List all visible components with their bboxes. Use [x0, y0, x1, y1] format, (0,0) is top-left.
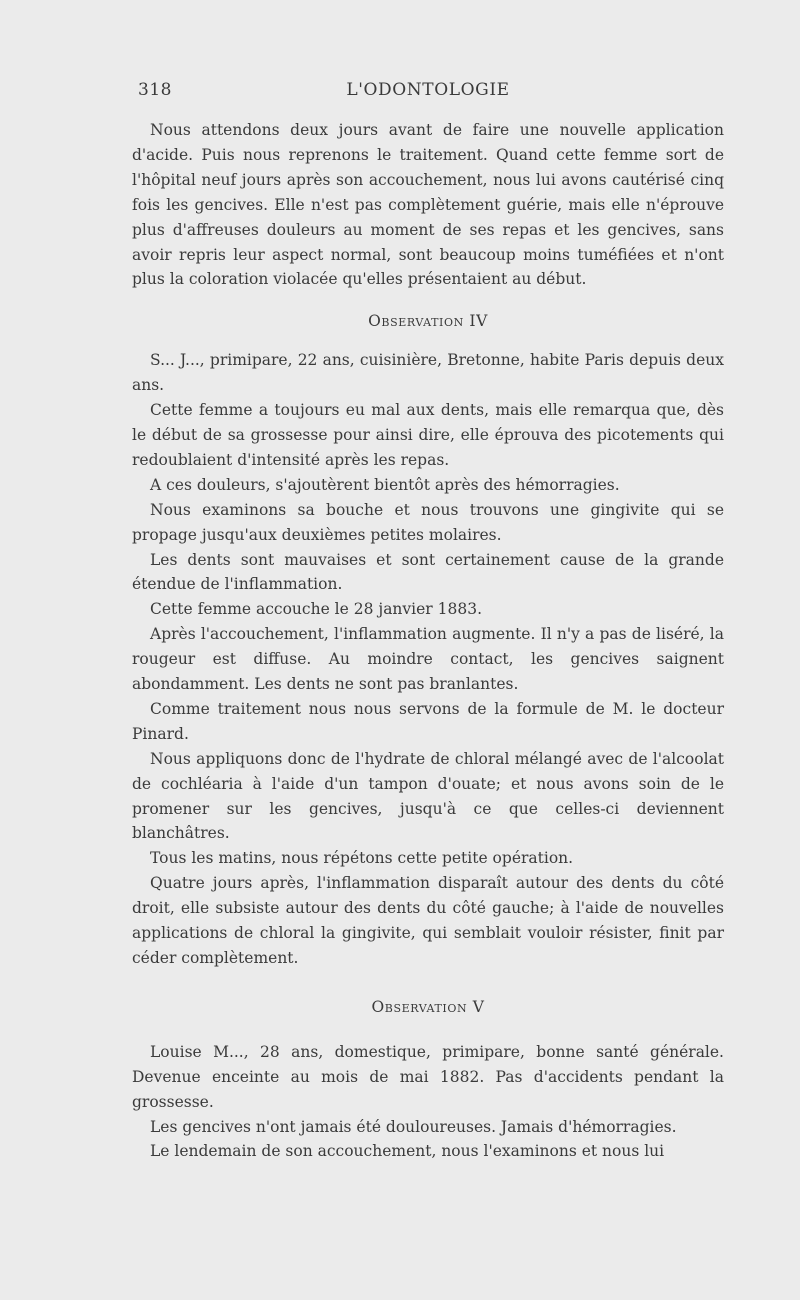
paragraph: Nous appliquons donc de l'hydrate de chloral mélangé avec de l'alcoolat de cochléaria à l'aide d'un tampon d'ouate; et nous avons soin de le promener sur les gencives, jusqu'à ce que celles-ci deviennent blanchâtres.	[132, 749, 724, 843]
paragraph: Les gencives n'ont jamais été douloureuses. Jamais d'hémorragies.	[150, 1117, 677, 1136]
paragraph: S... J..., primipare, 22 ans, cuisinière, Bretonne, habite Paris depuis deux ans.	[132, 351, 724, 395]
paragraph: Tous les matins, nous répétons cette petite opération.	[150, 849, 574, 868]
page-number: 318	[138, 80, 172, 100]
body-text	[132, 118, 724, 1164]
observation-v-heading: Observation V	[371, 997, 485, 1016]
paragraph: Cette femme accouche le 28 janvier 1883.	[150, 600, 483, 619]
page-header	[132, 80, 724, 106]
paragraph: Le lendemain de son accouchement, nous l'examinons et nous lui	[150, 1142, 665, 1161]
paragraph: Nous examinons sa bouche et nous trouvons une gingivite qui se propage jusqu'aux deuxièmes petites molaires.	[132, 500, 724, 544]
paragraph: Comme traitement nous nous servons de la formule de M. le docteur Pinard.	[132, 699, 724, 743]
continuation-paragraph: Nous attendons deux jours avant de faire une nouvelle application d'acide. Puis nous reprenons le traitement. Quand cette femme sort de l'hôpital neuf jours après son accouchement, nous lui avons cautérisé cinq fois les gencives. Elle n'est pas complètement guérie, mais elle n'éprouve plus d'affreuses douleurs au moment de ses repas et les gencives, sans avoir repris leur aspect normal, sont beaucoup moins tuméfiées et n'ont plus la coloration violacée qu'elles présentaient au début.	[132, 121, 724, 289]
observation-iv-heading: Observation IV	[368, 312, 488, 331]
paragraph: Cette femme a toujours eu mal aux dents, mais elle remarqua que, dès le début de sa grossesse pour ainsi dire, elle éprouva des picotements qui redoublaient d'intensité après les repas.	[132, 401, 724, 469]
paragraph: Quatre jours après, l'inflammation disparaît autour des dents du côté droit, elle subsiste autour des dents du côté gauche; à l'aide de nouvelles applications de chloral la gingivite, qui semblait vouloir résister, finit par céder complètement.	[132, 874, 724, 967]
paragraph: Les dents sont mauvaises et sont certainement cause de la grande étendue de l'inflammation.	[132, 550, 724, 594]
paragraph: A ces douleurs, s'ajoutèrent bientôt après des hémorragies.	[150, 475, 620, 494]
running-head: L'ODONTOLOGIE	[346, 80, 510, 100]
paragraph: Après l'accouchement, l'inflammation augmente. Il n'y a pas de liséré, la rougeur est diffuse. Au moindre contact, les gencives saignent abondamment. Les dents ne sont pas branlantes.	[132, 625, 724, 694]
paragraph: Louise M..., 28 ans, domestique, primipare, bonne santé générale. Devenue enceinte au mois de mai 1882. Pas d'accidents pendant la grossesse.	[132, 1042, 724, 1111]
